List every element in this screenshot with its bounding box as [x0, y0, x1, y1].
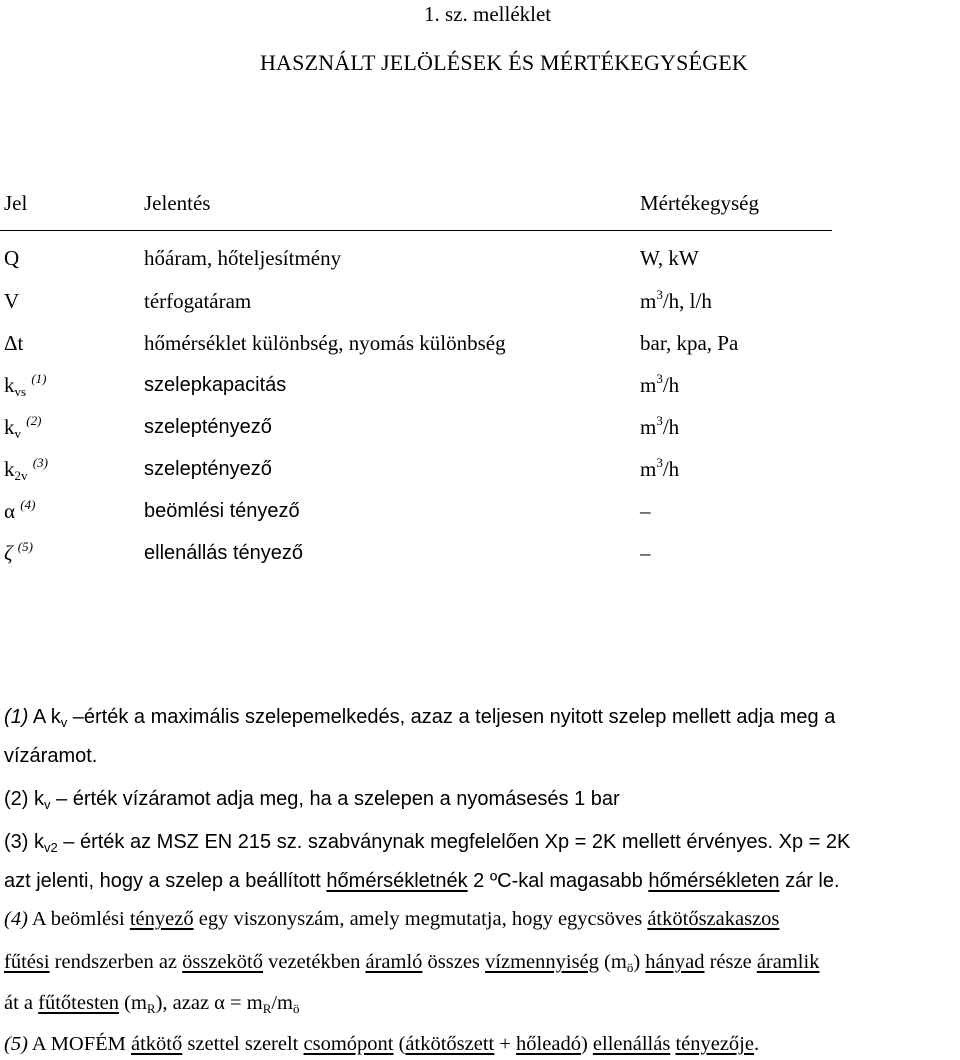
footnote-3-continued: azt jelenti, hogy a szelep a beállított hőmérsékletnék 2 ºC-kal magasabb hőmérsékleten zár le. — [4, 870, 840, 892]
table-row-symbol: $k_{vs}$ $^{(1)}$ — [4, 371, 47, 399]
header-rule — [0, 230, 832, 231]
table-row-unit: – — [640, 541, 651, 565]
table-row-symbol: Q — [4, 246, 20, 270]
table-row-symbol: V — [4, 289, 20, 313]
table-row-symbol: Δt — [4, 331, 24, 355]
footnote-3: (3) $k_{v2}$ – érték az MSZ EN 215 sz. szabványnak megfelelően Xp = 2K mellett érvényes. Xp = 2K — [4, 831, 851, 855]
footnote-4-line-3: át a fűtőtesten $(m_R)$, azaz $\alpha = m_R/m_ö$ — [4, 992, 300, 1016]
table-row-symbol: ζ $^{(5)}$ — [4, 539, 33, 565]
column-header-meaning: Jelentés — [144, 191, 211, 215]
table-row-meaning: ellenállás tényező — [144, 542, 303, 564]
table-row-symbol: α $^{(4)}$ — [4, 497, 36, 523]
table-row-unit: $m^3/h$ — [640, 413, 680, 439]
table-row-unit: bar, kpa, Pa — [640, 331, 739, 355]
footnote-1-continued: vízáramot. — [4, 745, 98, 767]
footnote-2: (2) $k_v$ – érték vízáramot adja meg, ha a szelepen a nyomásesés 1 bar — [4, 788, 620, 812]
table-row-symbol: $k_v$ $^{(2)}$ — [4, 413, 42, 441]
table-row-meaning: szelepkapacitás — [144, 374, 287, 396]
table-row-meaning: térfogatáram — [144, 289, 252, 313]
table-row-meaning: hőmérséklet különbség, nyomás különbség — [144, 331, 506, 355]
page-title: HASZNÁLT JELÖLÉSEK ÉS MÉRTÉKEGYSÉGEK — [259, 50, 749, 75]
table-row-symbol: $k_{2v}$ $^{(3)}$ — [4, 455, 48, 483]
annex-label: 1. sz. melléklet — [424, 2, 552, 26]
table-row-meaning: szeleptényező — [144, 458, 272, 480]
table-row-unit: – — [640, 499, 651, 523]
footnote-4: (4) A beömlési tényező egy viszonyszám, amely megmutatja, hogy egycsöves átkötőszakaszos — [4, 908, 780, 930]
table-row-meaning: beömlési tényező — [144, 500, 300, 522]
table-row-unit: $m^3/h$ — [640, 455, 680, 481]
table-row-unit: $m^3/h$, l/h — [640, 287, 712, 313]
footnote-1: (1) A $k_v$ –érték a maximális szelepemelkedés, azaz a teljesen nyitott szelep mellett adja meg a — [4, 706, 836, 730]
table-row-unit: $m^3/h$ — [640, 371, 680, 397]
footnote-4-line-2: fűtési rendszerben az összekötő vezetékben áramló összes vízmennyiség $(m_ö)$ hányad része áramlik — [4, 951, 820, 975]
table-row-meaning: szeleptényező — [144, 416, 272, 438]
column-header-unit: Mértékegység — [640, 191, 759, 215]
column-header-symbol: Jel — [4, 191, 28, 215]
footnote-5: (5) A MOFÉM átkötő szettel szerelt csomópont (átkötőszett + hőleadó) ellenállás tényezője. — [4, 1033, 760, 1055]
table-row-meaning: hőáram, hőteljesítmény — [144, 246, 342, 270]
table-row-unit: W, kW — [640, 246, 699, 270]
